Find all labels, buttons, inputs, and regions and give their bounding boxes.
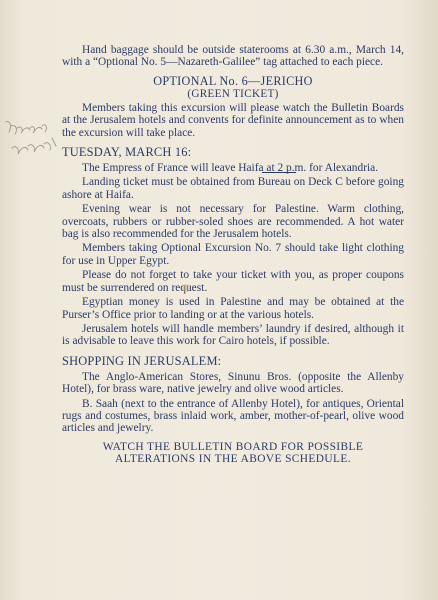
landing-paragraph: Landing ticket must be obtained from Bureau on Deck C before going ashore at Haifa. [62, 176, 404, 201]
paper-stain [182, 284, 190, 292]
pencil-annotation [2, 116, 66, 168]
ticket-paragraph: Please do not forget to take your ticket with you, as proper coupons must be surrendered on request. [62, 269, 404, 294]
stores-paragraph: The Anglo-American Stores, Sinunu Bros. (opposite the Allenby Hotel), for brass ware, native jewelry and olive wood articles. [62, 370, 404, 396]
shopping-heading: SHOPPING IN JERUSALEM: [62, 353, 222, 368]
optional-6-title: OPTIONAL No. 6—JERICHO [153, 73, 313, 88]
optional-7-paragraph: Members taking Optional Excursion No. 7 should take light clothing for use in Upper Egypt. [62, 242, 404, 267]
saah-paragraph: B. Saah (next to the entrance of Allenby Hotel), for antiques, Oriental rugs and costumes, brass inlaid work, amber, mother-of-pearl, olive wood articles and jewelry. [62, 397, 404, 435]
money-paragraph: Egyptian money is used in Palestine and may be obtained at the Purser’s Office prior to landing or at the various hotels. [62, 296, 404, 321]
tuesday-heading: TUESDAY, MARCH 16: [62, 145, 192, 160]
laundry-paragraph: Jerusalem hotels will handle members’ laundry if desired, although it is advisable to leave this work for Cairo hotels, if possible. [62, 322, 404, 348]
optional-6-paragraph: Members taking this excursion will please watch the Bulletin Boards at the Jerusalem hotels and convents for definite announcement as to when the excursion will take place. [62, 101, 404, 139]
baggage-paragraph: Hand baggage should be outside staterooms at 6.30 a.m., March 14, with a “Optional No. 5—Nazareth-Galilee” tag attached to each piece. [62, 44, 404, 69]
empress-paragraph: The Empress of France will leave Haifa at 2 p.m. for Alexandria. [82, 162, 379, 175]
evening-wear-paragraph: Evening wear is not necessary for Palestine. Warm clothing, overcoats, rubbers or rubber-soled shoes are recommended. A hot water bag is also recommended for the Jerusalem hotels. [62, 203, 404, 241]
closing-notice: WATCH THE BULLETIN BOARD FOR POSSIBLE ALTERATIONS IN THE ABOVE SCHEDULE. [102, 440, 364, 466]
optional-6-ticket: (GREEN TICKET) [187, 87, 279, 100]
